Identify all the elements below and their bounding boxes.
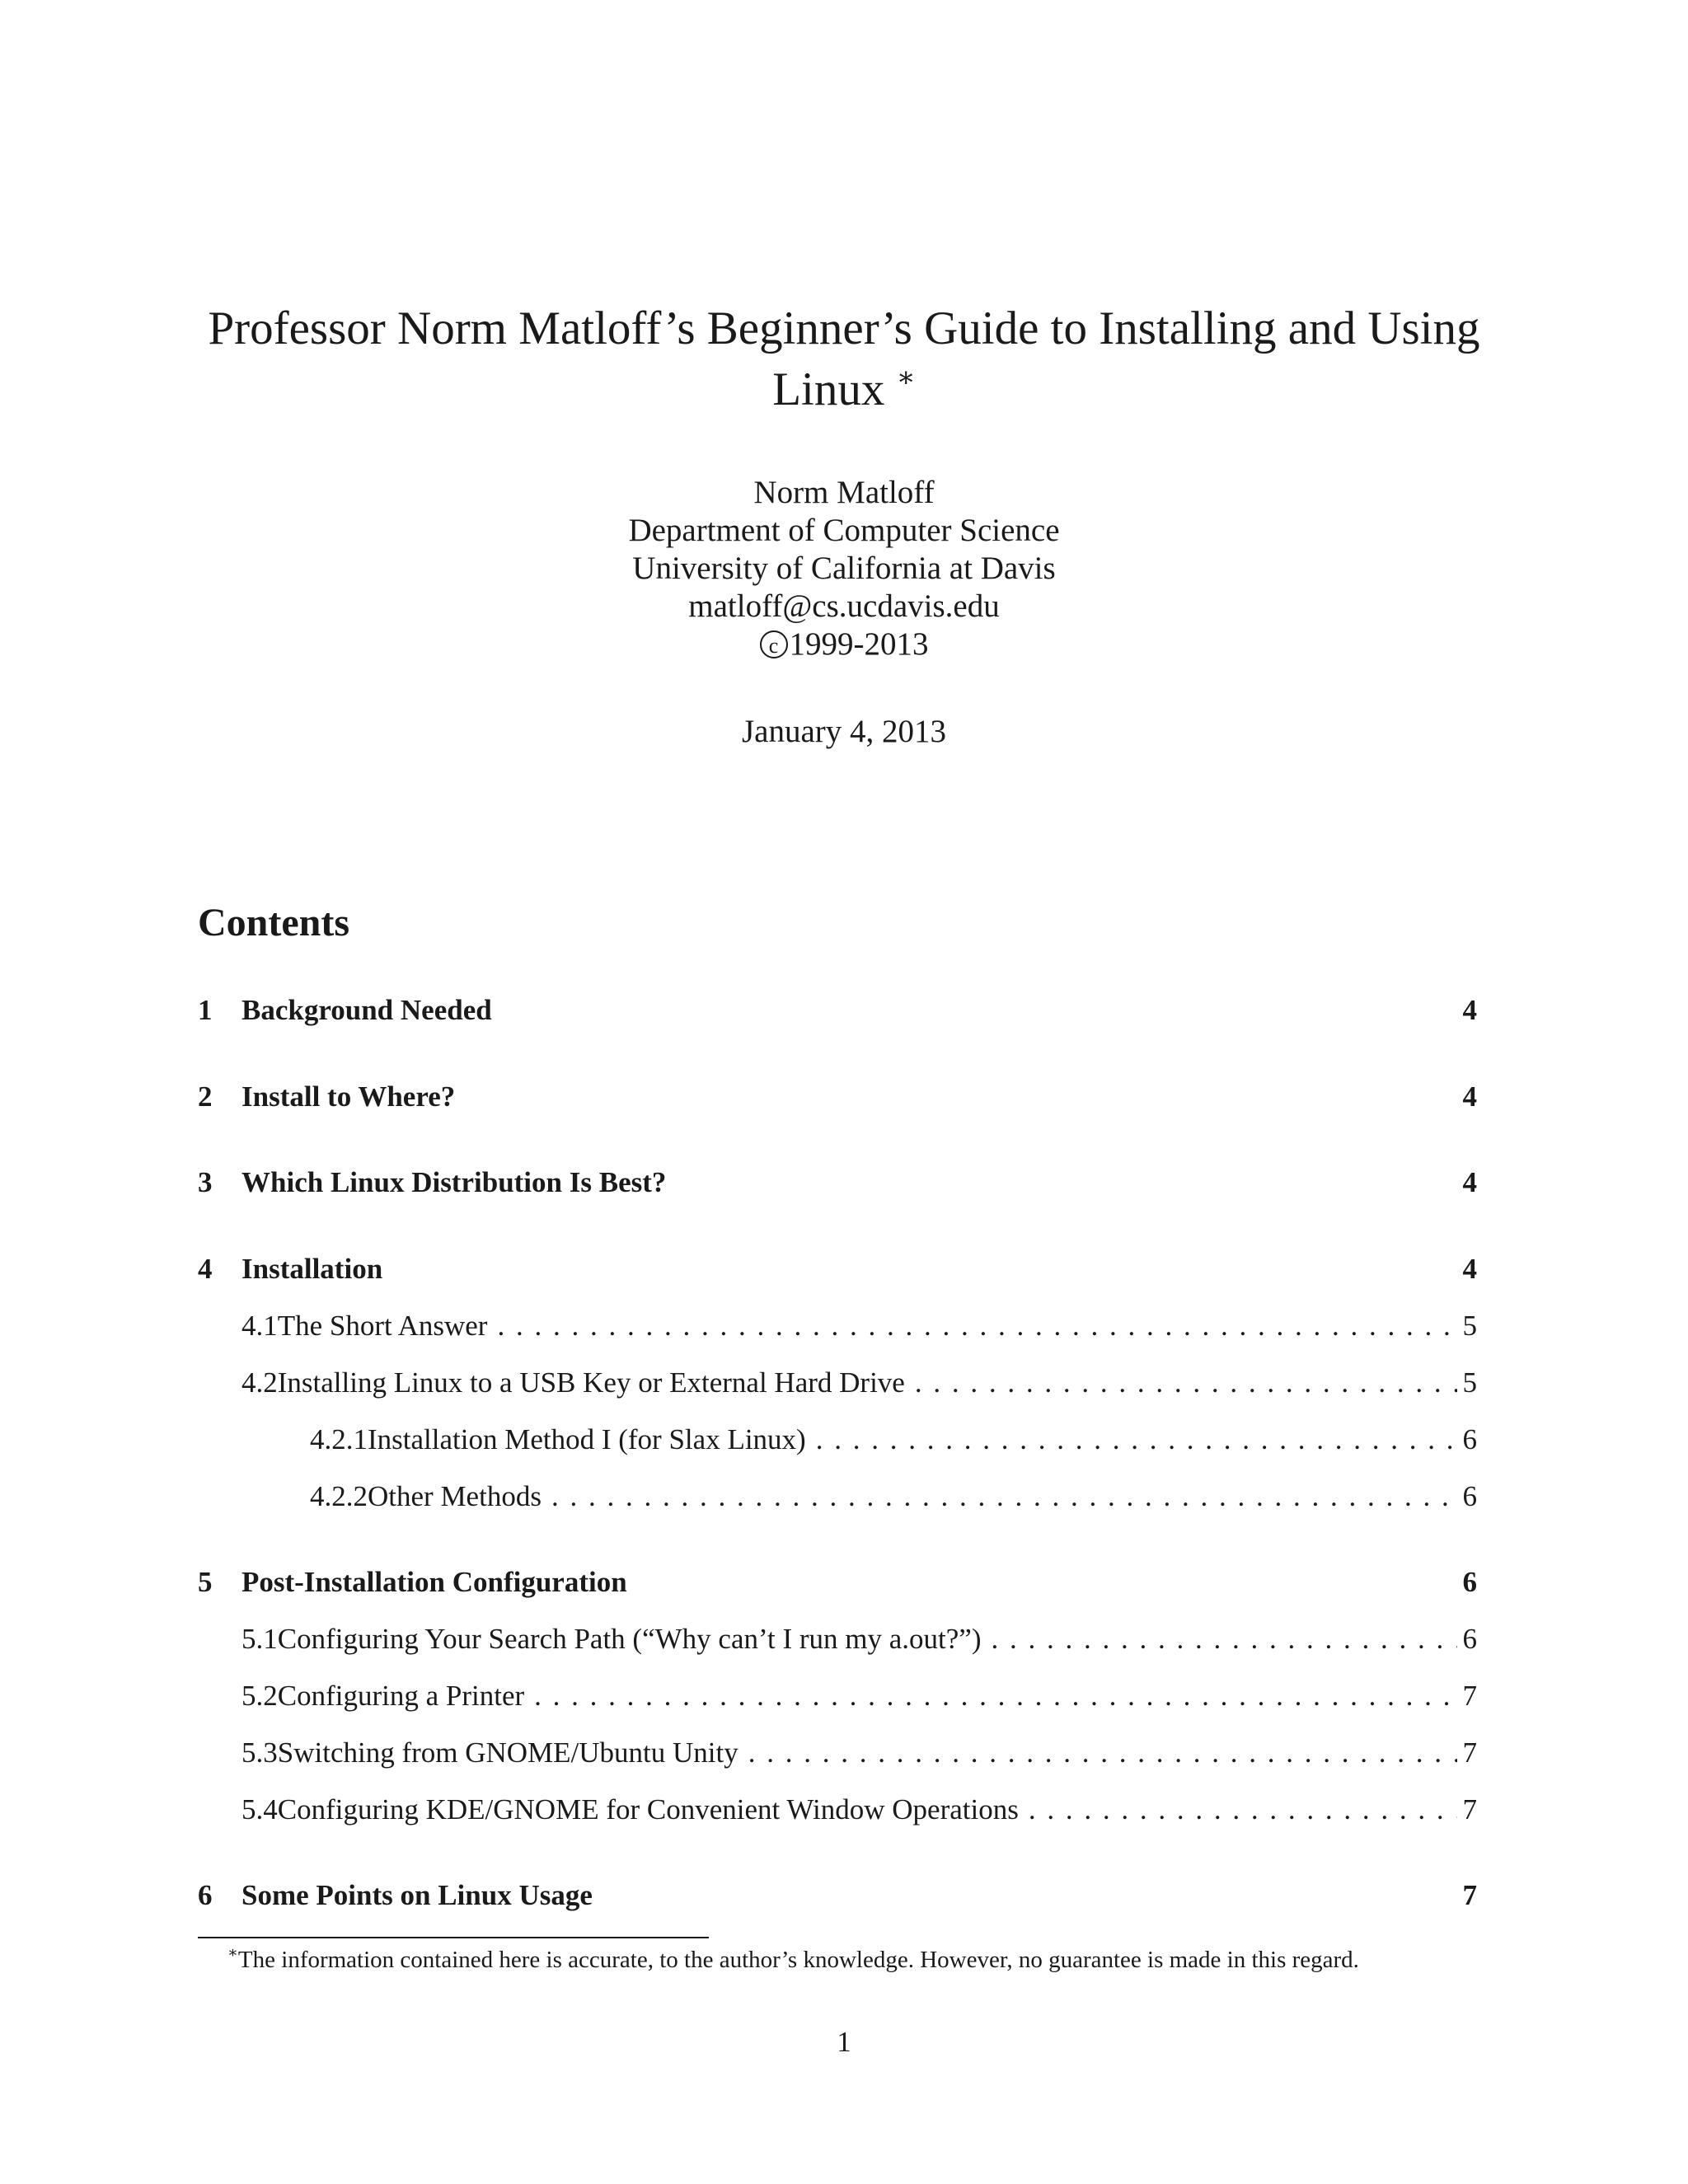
- toc-entry[interactable]: [198, 991, 1477, 1029]
- toc-number: 4: [198, 1253, 213, 1285]
- toc-entry[interactable]: [198, 1164, 1477, 1202]
- toc-leader-dots: [1019, 1791, 1457, 1829]
- toc-title: Switching from GNOME/Ubuntu Unity: [277, 1736, 738, 1769]
- copyright-years: 1999-2013: [789, 626, 929, 662]
- toc-title: Configuring a Printer: [277, 1680, 525, 1712]
- toc-entry[interactable]: [198, 1620, 1477, 1658]
- toc-number: 4.2: [241, 1366, 278, 1399]
- author-name: Norm Matloff: [753, 475, 935, 510]
- author-department: Department of Computer Science: [628, 513, 1060, 548]
- toc-leader-dots: [982, 1620, 1458, 1658]
- toc-page-number: 7: [1462, 1736, 1477, 1769]
- toc-entry[interactable]: [198, 1250, 1477, 1288]
- toc-entry[interactable]: [198, 1478, 1477, 1516]
- toc-title: Which Linux Distribution Is Best?: [241, 1166, 667, 1198]
- toc-page-number: 7: [1462, 1793, 1477, 1825]
- toc-number: 4.1: [241, 1310, 278, 1342]
- toc-number: 3: [198, 1166, 213, 1198]
- toc-entry[interactable]: [198, 1677, 1477, 1715]
- toc-page-number: 4: [1462, 1080, 1477, 1113]
- title-line-1: Professor Norm Matloff’s Beginner’s Guide to Installing and Using: [208, 302, 1480, 354]
- toc-title: Installation Method I (for Slax Linux): [368, 1423, 806, 1455]
- toc-title: The Short Answer: [277, 1310, 488, 1342]
- document-title: [198, 298, 1490, 420]
- toc-number: 5.1: [241, 1623, 278, 1655]
- toc-leader-dots: [524, 1677, 1457, 1715]
- contents-heading: Contents: [198, 901, 350, 944]
- title-line-2-text: Linux: [772, 363, 885, 415]
- toc-page-number: 4: [1462, 1166, 1477, 1198]
- toc-entry[interactable]: [198, 1421, 1477, 1459]
- toc-number: 5.4: [241, 1793, 278, 1825]
- title-line-2: [198, 359, 1490, 420]
- toc-page-number: 6: [1462, 1423, 1477, 1455]
- toc-entry[interactable]: [198, 1877, 1477, 1915]
- toc-title: Install to Where?: [241, 1080, 456, 1113]
- toc-leader-dots: [905, 1364, 1457, 1402]
- toc-entry[interactable]: [198, 1078, 1477, 1116]
- toc-page-number: 4: [1462, 994, 1477, 1026]
- toc-leader-dots: [738, 1734, 1457, 1772]
- toc-title: Installing Linux to a USB Key or External Hard Drive: [277, 1366, 905, 1399]
- toc-leader-dots: [806, 1421, 1457, 1459]
- toc-title: Configuring Your Search Path (“Why can’t I run my a.out?”): [277, 1623, 982, 1655]
- toc-entry[interactable]: [198, 1791, 1477, 1829]
- copyright-line: [198, 626, 1490, 663]
- toc-title: Installation: [241, 1253, 383, 1285]
- toc-page-number: 7: [1462, 1879, 1477, 1911]
- toc-number: 1: [198, 994, 213, 1026]
- toc-entry[interactable]: [198, 1307, 1477, 1345]
- toc-page-number: 5: [1462, 1366, 1477, 1399]
- author-block: [198, 474, 1490, 663]
- toc-number: 4.2.1: [310, 1423, 368, 1455]
- toc-number: 4.2.2: [310, 1480, 368, 1512]
- toc-number: 6: [198, 1879, 213, 1911]
- toc-entry[interactable]: [198, 1364, 1477, 1402]
- toc-number: 2: [198, 1080, 213, 1113]
- toc-number: 5.3: [241, 1736, 278, 1769]
- toc-leader-dots: [487, 1307, 1457, 1345]
- toc-number: 5.2: [241, 1680, 278, 1712]
- toc-number: 5: [198, 1566, 213, 1598]
- document-date: January 4, 2013: [741, 714, 947, 749]
- toc-leader-dots: [542, 1478, 1457, 1516]
- author-email: matloff@cs.ucdavis.edu: [688, 588, 1000, 624]
- toc-page-number: 6: [1462, 1480, 1477, 1512]
- toc-page-number: 4: [1462, 1253, 1477, 1285]
- toc-page-number: 7: [1462, 1680, 1477, 1712]
- toc-title: Some Points on Linux Usage: [241, 1879, 593, 1911]
- footnote: [227, 1945, 1359, 1975]
- page-number: 1: [837, 2026, 851, 2058]
- toc-page-number: 6: [1462, 1623, 1477, 1655]
- author-university: University of California at Davis: [632, 551, 1056, 586]
- toc-entry[interactable]: [198, 1563, 1477, 1601]
- toc-title: Other Methods: [368, 1480, 542, 1512]
- toc-title: Configuring KDE/GNOME for Convenient Window Operations: [277, 1793, 1019, 1825]
- copyright-icon: c: [760, 630, 788, 658]
- footnote-text: The information contained here is accurate, to the author’s knowledge. However, no guarantee is made in this regard.: [237, 1947, 1359, 1973]
- footnote-divider: [198, 1937, 709, 1938]
- toc-page-number: 5: [1462, 1310, 1477, 1342]
- toc-title: Post-Installation Configuration: [241, 1566, 627, 1598]
- footnote-mark: ∗: [227, 1944, 238, 1961]
- toc-title: Background Needed: [241, 994, 492, 1026]
- toc-page-number: 6: [1462, 1566, 1477, 1598]
- title-footnote-mark: ∗: [896, 363, 916, 393]
- toc-entry[interactable]: [198, 1734, 1477, 1772]
